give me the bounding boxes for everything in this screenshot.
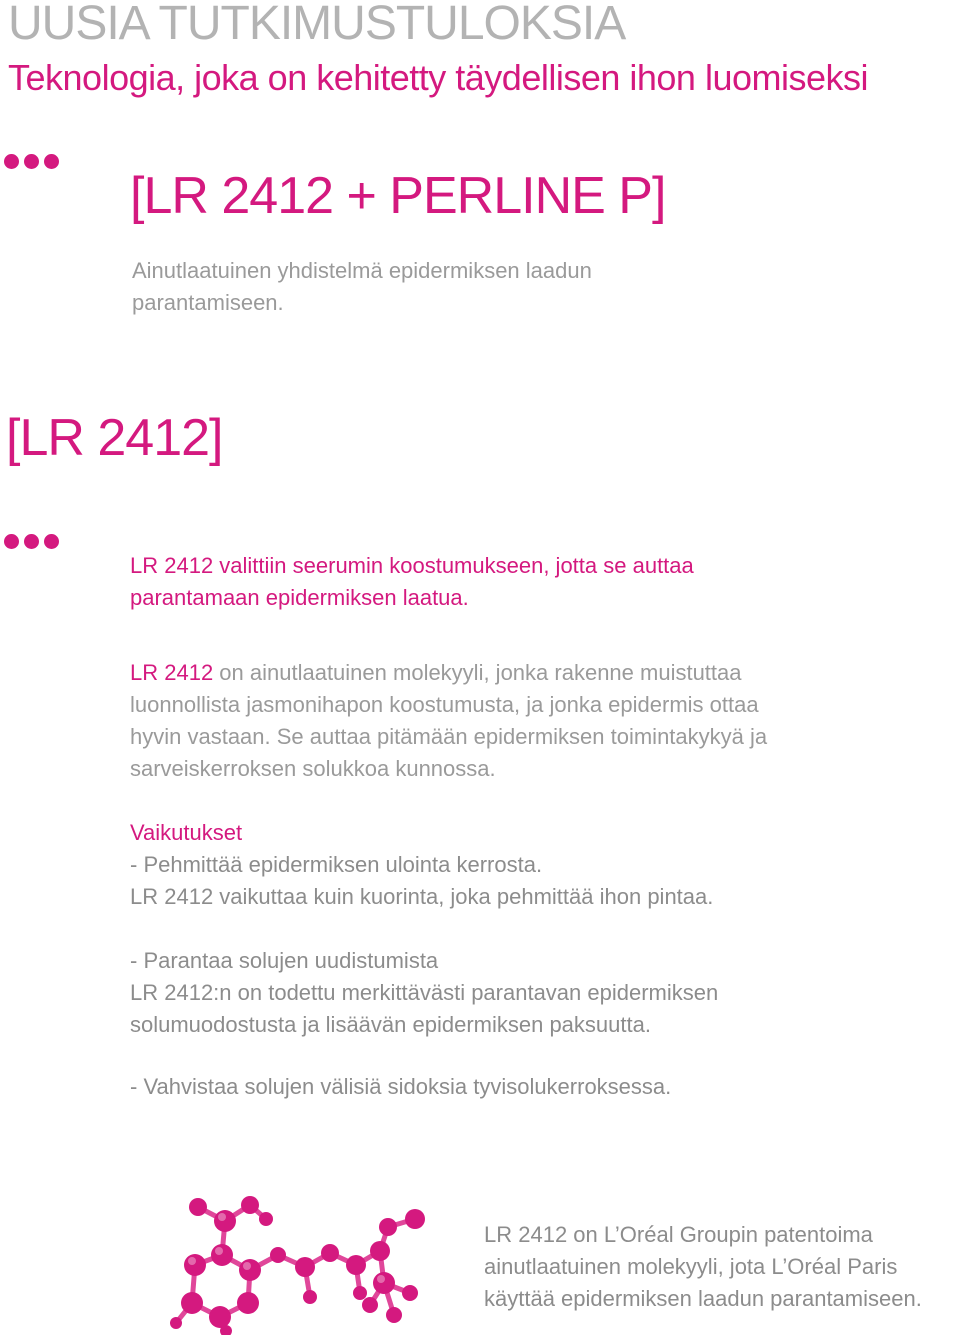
effects-block xyxy=(130,817,830,913)
effects-heading: Vaikutukset xyxy=(130,820,243,845)
effect-text: LR 2412 vaikuttaa kuin kuorinta, joka pehmittää ihon pintaa. xyxy=(130,884,714,909)
dot-icon xyxy=(24,154,39,169)
intro-line: Ainutlaatuinen yhdistelmä epidermiksen laadun xyxy=(132,258,592,283)
dot-icon xyxy=(44,534,59,549)
paragraph-line: luonnollista jasmonihapon koostumusta, ja jonka epidermis ottaa xyxy=(130,692,759,717)
effect-text: solumuodostusta ja lisäävän epidermiksen paksuutta. xyxy=(130,1012,651,1037)
dot-icon xyxy=(24,534,39,549)
molecule-name: LR 2412 xyxy=(130,660,214,685)
paragraph-line: sarveiskerroksen solukkoa kunnossa. xyxy=(130,756,496,781)
paragraph-selection xyxy=(130,550,830,614)
note-line: käyttää epidermiksen laadun parantamiseen. xyxy=(484,1286,922,1311)
bullet-dots-decoration xyxy=(4,534,59,549)
paragraph-text: on ainutlaatuinen molekyyli, jonka rakenne muistuttaa xyxy=(213,660,742,685)
effect-title: - Parantaa solujen uudistumista xyxy=(130,948,439,973)
dot-icon xyxy=(4,534,19,549)
section-intro xyxy=(132,255,692,319)
note-line: ainutlaatuinen molekyyli, jota L’Oréal Paris xyxy=(484,1254,898,1279)
paragraph-line xyxy=(130,657,830,689)
paragraph-line: parantamaan epidermiksen laatua. xyxy=(130,585,469,610)
paragraph-molecule-description xyxy=(130,657,830,785)
section-title-lr2412-perline: [LR 2412 + PERLINE P] xyxy=(130,167,666,225)
molecule-illustration xyxy=(170,1185,470,1335)
page-tagline: Teknologia, joka on kehitetty täydellisen ihon luomiseksi xyxy=(8,57,869,98)
effect-bonds-block xyxy=(130,1071,830,1103)
dot-icon xyxy=(4,154,19,169)
section-title-lr2412: [LR 2412] xyxy=(6,409,223,467)
effect-renewal-block xyxy=(130,945,830,1041)
effect-text: LR 2412:n on todettu merkittävästi parantavan epidermiksen xyxy=(130,980,719,1005)
intro-line: parantamiseen. xyxy=(132,290,284,315)
note-line: LR 2412 on L’Oréal Groupin patentoima xyxy=(484,1222,873,1247)
effect-title: - Pehmittää epidermiksen ulointa kerrosta. xyxy=(130,852,543,877)
bullet-dots-decoration xyxy=(4,154,59,169)
paragraph-line: LR 2412 valittiin seerumin koostumukseen, jotta se auttaa xyxy=(130,553,694,578)
page-kicker: UUSIA TUTKIMUSTULOKSIA xyxy=(8,0,626,50)
paragraph-line: hyvin vastaan. Se auttaa pitämään epidermiksen toimintakykyä ja xyxy=(130,724,768,749)
dot-icon xyxy=(44,154,59,169)
patent-note xyxy=(484,1219,954,1315)
effect-title: - Vahvistaa solujen välisiä sidoksia tyvisolukerroksessa. xyxy=(130,1074,672,1099)
